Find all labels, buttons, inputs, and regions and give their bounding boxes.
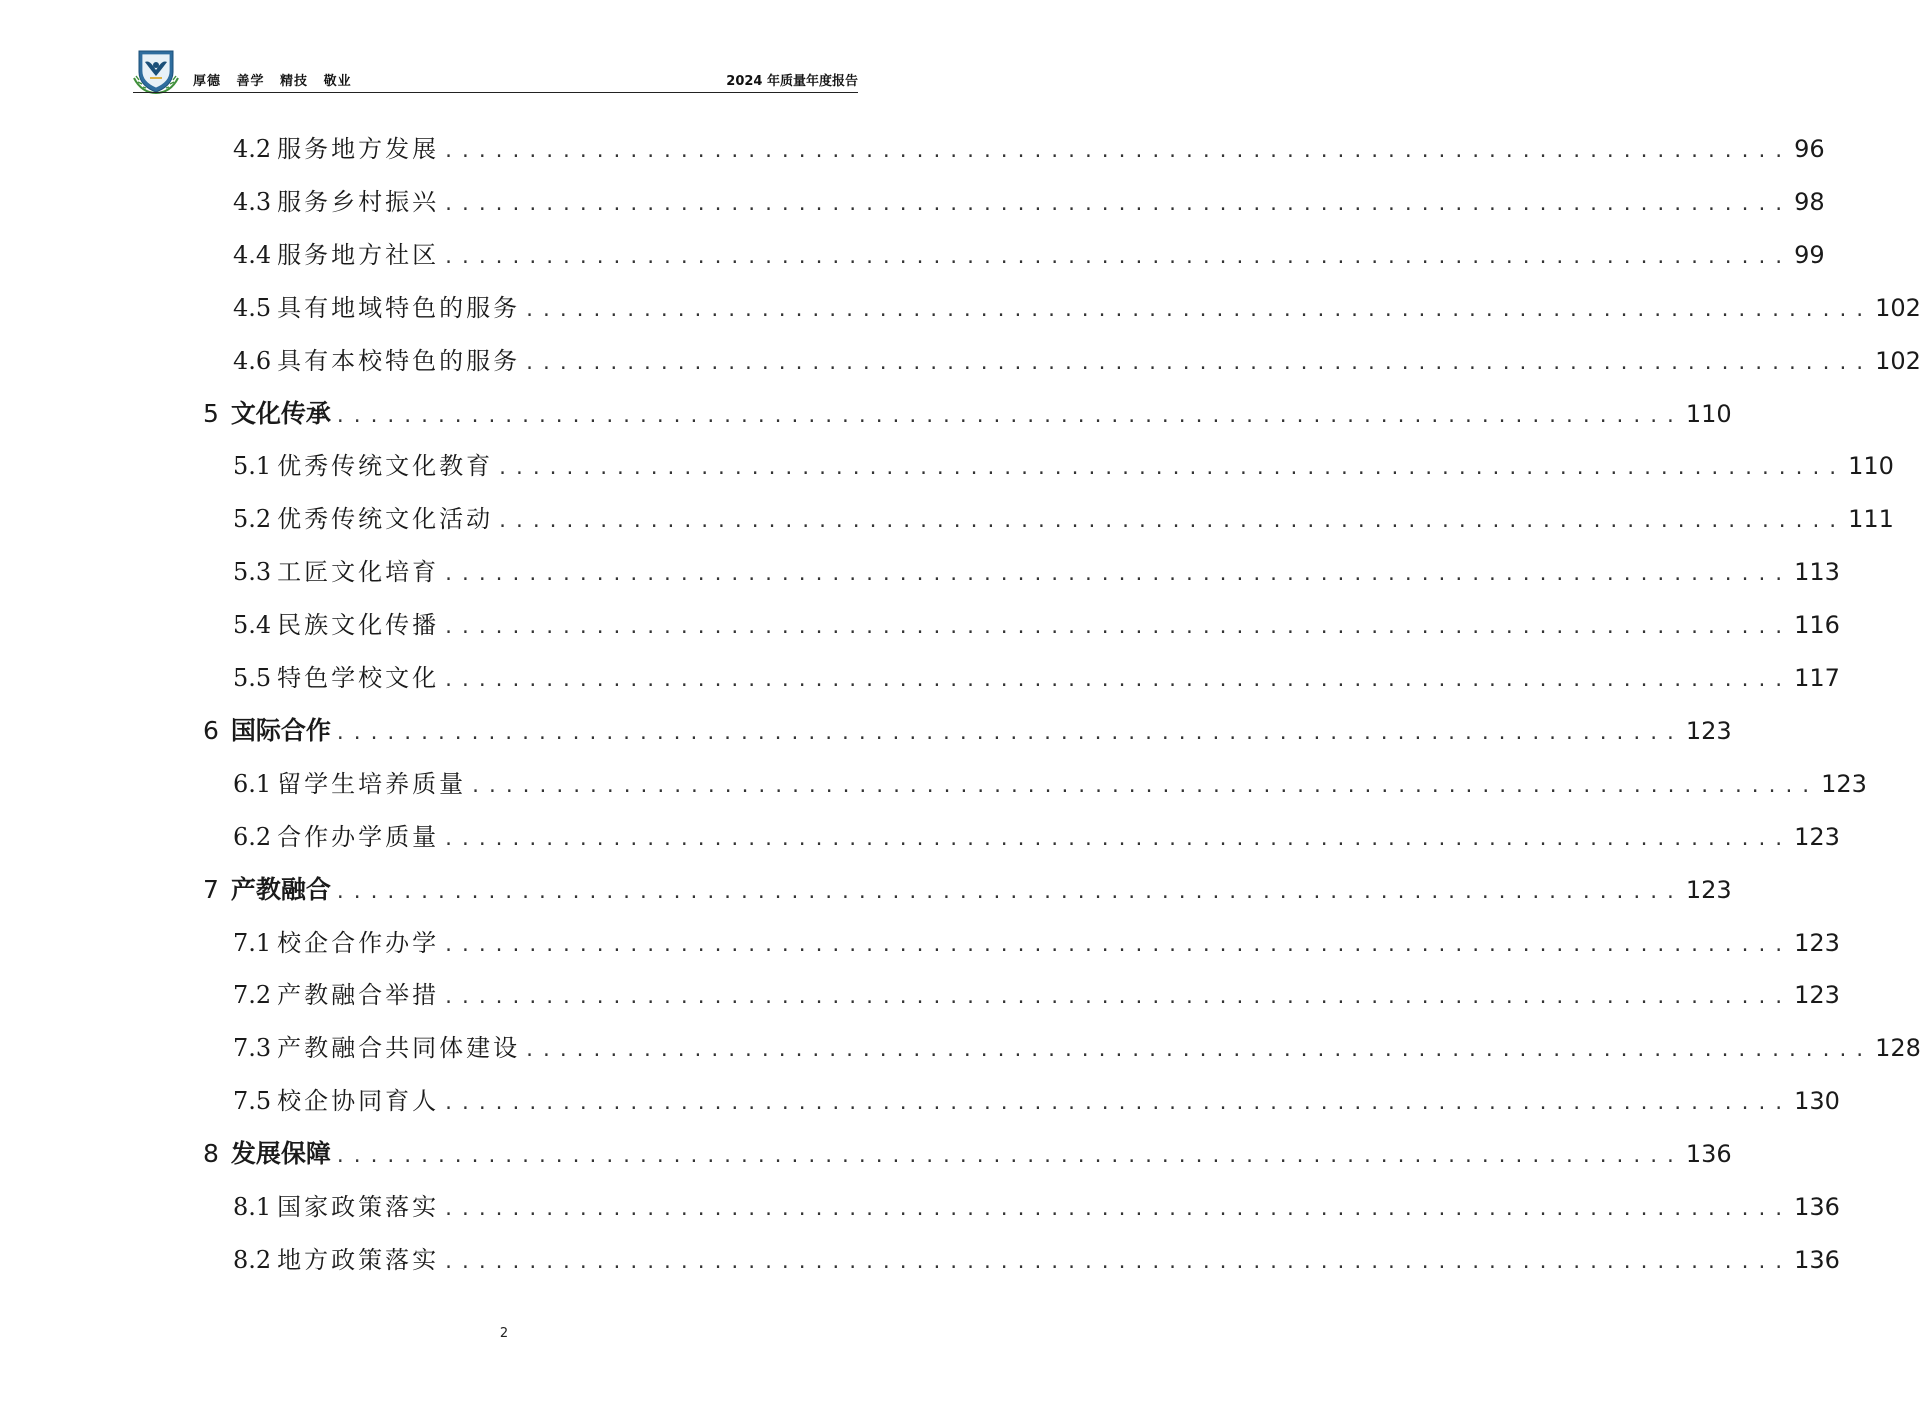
toc-dot-leader: ................................................................................ bbox=[334, 1146, 1682, 1168]
toc-entry-page: 123 bbox=[1685, 716, 1732, 745]
toc-entry-number: 5 bbox=[203, 398, 219, 428]
toc-entry-title: 具有本校特色的服务 bbox=[277, 346, 521, 375]
toc-dot-leader: ................................................................................ bbox=[334, 405, 1682, 427]
toc-dot-leader: ................................................................................ bbox=[443, 193, 1791, 215]
toc-entry-number: 6.2 bbox=[233, 822, 272, 851]
toc-entry-number: 4.2 bbox=[233, 135, 272, 163]
toc-entry-title: 优秀传统文化活动 bbox=[277, 505, 494, 534]
toc-entry-page: 102 bbox=[1875, 346, 1921, 375]
page-header bbox=[133, 48, 858, 94]
toc-section-entry[interactable] bbox=[233, 1234, 1840, 1286]
toc-dot-leader: ................................................................................ bbox=[334, 881, 1682, 903]
toc-dot-leader: ................................................................................ bbox=[443, 934, 1791, 956]
toc-section-entry[interactable] bbox=[233, 335, 1921, 387]
toc-entry-title: 校企协同育人 bbox=[277, 1087, 440, 1116]
toc-entry-title: 工匠文化培育 bbox=[277, 558, 440, 587]
toc-dot-leader: ................................................................................ bbox=[443, 1199, 1791, 1220]
toc-entry-title: 校企合作办学 bbox=[277, 928, 440, 957]
toc-entry-page: 116 bbox=[1794, 611, 1840, 640]
toc-entry-number: 7.2 bbox=[233, 981, 272, 1010]
toc-entry-number: 4.5 bbox=[233, 293, 272, 322]
toc-dot-leader: ................................................................................ bbox=[497, 458, 1845, 480]
toc-entry-page: 102 bbox=[1875, 293, 1921, 322]
toc-section-entry[interactable] bbox=[233, 493, 1894, 545]
toc-entry-page: 123 bbox=[1685, 875, 1732, 904]
toc-dot-leader: ................................................................................ bbox=[443, 670, 1791, 691]
toc-entry-title: 产教融合共同体建设 bbox=[277, 1034, 521, 1063]
toc-entry-title: 发展保障 bbox=[230, 1139, 331, 1169]
toc-entry-title: 国家政策落实 bbox=[277, 1193, 440, 1221]
toc-section-entry[interactable] bbox=[233, 1181, 1840, 1233]
toc-section-entry[interactable] bbox=[233, 811, 1840, 863]
toc-entry-number: 6 bbox=[203, 715, 219, 745]
toc-entry-number: 8.1 bbox=[233, 1193, 272, 1221]
toc-entry-page: 130 bbox=[1794, 1087, 1840, 1116]
toc-entry-page: 136 bbox=[1794, 1245, 1840, 1274]
toc-section-entry[interactable] bbox=[233, 1022, 1921, 1074]
toc-section-entry[interactable] bbox=[233, 1075, 1840, 1127]
toc-entry-number: 7 bbox=[203, 874, 219, 904]
toc-entry-page: 123 bbox=[1794, 928, 1840, 957]
toc-section-entry[interactable] bbox=[233, 599, 1840, 651]
toc-dot-leader: ................................................................................ bbox=[443, 141, 1791, 162]
toc-entry-title: 服务地方发展 bbox=[277, 135, 440, 163]
school-motto: 厚德 善学 精技 敬业 bbox=[193, 74, 352, 89]
toc-dot-leader: ................................................................................ bbox=[497, 511, 1845, 533]
toc-entry-number: 5.5 bbox=[233, 664, 272, 692]
toc-section-entry[interactable] bbox=[233, 758, 1867, 810]
page-number: 2 bbox=[499, 1326, 509, 1341]
toc-entry-page: 111 bbox=[1848, 505, 1894, 534]
toc-entry-number: 7.5 bbox=[233, 1087, 272, 1116]
toc-entry-page: 128 bbox=[1875, 1034, 1921, 1063]
toc-dot-leader: ................................................................................ bbox=[524, 1040, 1872, 1062]
toc-entry-title: 留学生培养质量 bbox=[277, 769, 467, 798]
toc-entry-title: 产教融合 bbox=[230, 874, 331, 904]
toc-section-entry[interactable] bbox=[233, 176, 1825, 228]
toc-entry-page: 136 bbox=[1794, 1193, 1840, 1221]
toc-section-entry[interactable] bbox=[233, 546, 1840, 598]
toc-dot-leader: ................................................................................ bbox=[443, 828, 1791, 850]
toc-entry-page: 98 bbox=[1794, 187, 1825, 216]
toc-entry-title: 服务乡村振兴 bbox=[277, 187, 440, 216]
toc-entry-number: 8.2 bbox=[233, 1245, 272, 1274]
toc-dot-leader: ................................................................................ bbox=[334, 722, 1682, 744]
toc-entry-page: 136 bbox=[1685, 1140, 1732, 1169]
toc-dot-leader: ................................................................................ bbox=[443, 1251, 1791, 1273]
toc-entry-number: 5.3 bbox=[233, 558, 272, 587]
toc-section-entry[interactable] bbox=[233, 229, 1825, 281]
toc-section-entry[interactable] bbox=[233, 123, 1825, 175]
toc-entry-page: 96 bbox=[1794, 135, 1825, 163]
toc-entry-number: 5.1 bbox=[233, 452, 272, 481]
toc-entry-number: 7.3 bbox=[233, 1034, 272, 1063]
toc-section-entry[interactable] bbox=[233, 440, 1894, 492]
toc-entry-page: 110 bbox=[1848, 452, 1894, 481]
toc-dot-leader: ................................................................................ bbox=[524, 299, 1872, 321]
toc-entry-page: 123 bbox=[1794, 822, 1840, 851]
toc-chapter-entry[interactable] bbox=[203, 864, 1732, 916]
toc-section-entry[interactable] bbox=[233, 969, 1840, 1021]
toc-entry-title: 地方政策落实 bbox=[277, 1245, 440, 1274]
toc-entry-title: 文化传承 bbox=[230, 398, 331, 428]
toc-section-entry[interactable] bbox=[233, 917, 1840, 969]
toc-dot-leader: ................................................................................ bbox=[443, 564, 1791, 586]
toc-dot-leader: ................................................................................ bbox=[443, 987, 1791, 1009]
toc-dot-leader: ................................................................................ bbox=[524, 352, 1872, 374]
toc-chapter-entry[interactable] bbox=[203, 388, 1732, 440]
toc-entry-title: 国际合作 bbox=[230, 715, 331, 745]
toc-section-entry[interactable] bbox=[233, 282, 1921, 334]
header-divider bbox=[133, 92, 858, 93]
toc-entry-number: 4.3 bbox=[233, 187, 272, 216]
toc-entry-number: 6.1 bbox=[233, 769, 272, 798]
toc-entry-title: 具有地域特色的服务 bbox=[277, 293, 521, 322]
toc-entry-title: 合作办学质量 bbox=[277, 822, 440, 851]
toc-entry-title: 特色学校文化 bbox=[277, 664, 440, 692]
toc-entry-title: 服务地方社区 bbox=[277, 240, 440, 269]
toc-entry-page: 117 bbox=[1794, 664, 1840, 692]
toc-entry-number: 5.4 bbox=[233, 611, 272, 640]
toc-chapter-entry[interactable] bbox=[203, 1128, 1732, 1180]
toc-entry-title: 民族文化传播 bbox=[277, 611, 440, 640]
toc-entry-number: 4.4 bbox=[233, 240, 272, 269]
school-emblem-icon bbox=[133, 48, 179, 94]
toc-entry-page: 110 bbox=[1685, 399, 1732, 428]
toc-entry-number: 7.1 bbox=[233, 928, 272, 957]
toc-entry-number: 5.2 bbox=[233, 505, 272, 534]
toc-entry-page: 123 bbox=[1821, 769, 1867, 798]
toc-dot-leader: ................................................................................ bbox=[443, 617, 1791, 639]
toc-chapter-entry[interactable] bbox=[203, 705, 1732, 757]
toc-dot-leader: ................................................................................ bbox=[443, 246, 1791, 268]
toc-section-entry[interactable] bbox=[233, 652, 1840, 704]
toc-entry-title: 产教融合举措 bbox=[277, 981, 440, 1010]
toc-entry-number: 4.6 bbox=[233, 346, 272, 375]
toc-entry-page: 99 bbox=[1794, 240, 1825, 269]
report-title: 2024 年质量年度报告 bbox=[726, 74, 858, 89]
toc-entry-number: 8 bbox=[203, 1139, 219, 1169]
toc-entry-page: 123 bbox=[1794, 981, 1840, 1010]
toc-entry-page: 113 bbox=[1794, 558, 1840, 587]
toc-entry-title: 优秀传统文化教育 bbox=[277, 452, 494, 481]
toc-dot-leader: ................................................................................ bbox=[470, 775, 1818, 797]
toc-dot-leader: ................................................................................ bbox=[443, 1093, 1791, 1115]
